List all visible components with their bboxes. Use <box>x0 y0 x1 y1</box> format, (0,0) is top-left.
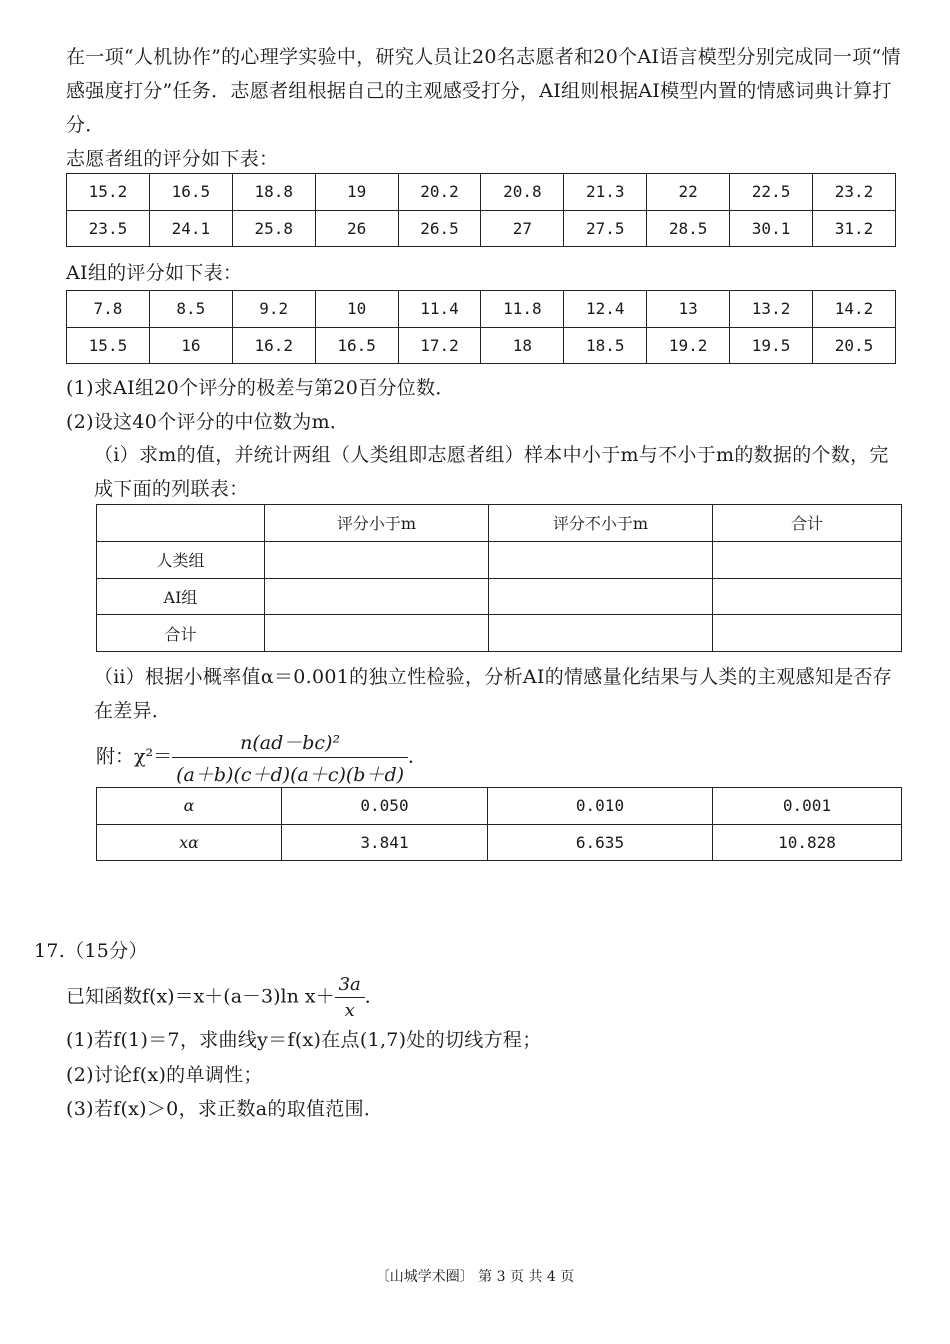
score-cell: 21.3 <box>564 174 647 211</box>
contingency-header-cell: 评分不小于m <box>489 505 713 542</box>
page-footer: 〔山城学术圈〕 第 3 页 共 4 页 <box>375 1269 575 1285</box>
score-cell: 30.1 <box>730 210 813 247</box>
score-cell: 7.8 <box>67 291 150 328</box>
contingency-row-label: 合计 <box>97 615 265 652</box>
score-cell: 20.2 <box>398 174 481 211</box>
contingency-row <box>97 578 902 615</box>
contingency-header-row <box>97 505 902 542</box>
score-cell: 16 <box>149 327 232 364</box>
contingency-table <box>96 504 902 652</box>
critical-value-cell: 6.635 <box>488 824 713 861</box>
contingency-blank-cell <box>265 541 489 578</box>
problem-17-stem <box>66 974 384 1021</box>
score-cell: 23.5 <box>67 210 150 247</box>
score-cell: 8.5 <box>149 291 232 328</box>
problem-17-q3: (3)若f(x)＞0，求正数a的取值范围． <box>66 1098 384 1120</box>
score-cell: 15.5 <box>67 327 150 364</box>
score-cell: 16.2 <box>232 327 315 364</box>
score-cell: 17.2 <box>398 327 481 364</box>
score-cell: 18.5 <box>564 327 647 364</box>
ai-row <box>67 291 896 328</box>
contingency-row <box>97 541 902 578</box>
contingency-blank-cell <box>713 615 902 652</box>
contingency-row <box>97 615 902 652</box>
chi-square-formula <box>96 728 427 787</box>
score-cell: 10 <box>315 291 398 328</box>
score-cell: 9.2 <box>232 291 315 328</box>
critical-value-cell: 0.001 <box>713 788 902 825</box>
critical-row-label: xα <box>97 824 282 861</box>
question-1: (1)求AI组20个评分的极差与第20百分位数． <box>66 377 455 399</box>
contingency-blank-cell <box>489 578 713 615</box>
question-2-ii: （ⅱ）根据小概率值α＝0.001的独立性检验，分析AI的情感量化结果与人类的主观感知是否存在差异． <box>94 666 893 722</box>
volunteer-scores-table <box>66 173 896 247</box>
critical-value-cell: 0.010 <box>488 788 713 825</box>
problem-17-q2: (2)讨论f(x)的单调性； <box>66 1064 263 1086</box>
question-2-i: （ⅰ）求m的值，并统计两组（人类组即志愿者组）样本中小于m与不小于m的数据的个数，完成下面的列联表： <box>94 444 889 500</box>
contingency-header-cell: 合计 <box>713 505 902 542</box>
score-cell: 20.5 <box>813 327 896 364</box>
stem-fraction-numerator: 3a <box>338 974 361 995</box>
critical-value-cell: 10.828 <box>713 824 902 861</box>
contingency-row-label: 人类组 <box>97 541 265 578</box>
formula-suffix: ． <box>408 745 428 768</box>
score-cell: 19.5 <box>730 327 813 364</box>
contingency-blank-cell <box>713 541 902 578</box>
score-cell: 31.2 <box>813 210 896 247</box>
score-cell: 14.2 <box>813 291 896 328</box>
x-alpha-row <box>97 824 902 861</box>
volunteer-row <box>67 210 896 247</box>
score-cell: 11.4 <box>398 291 481 328</box>
score-cell: 25.8 <box>232 210 315 247</box>
formula-fraction <box>172 728 408 787</box>
stem-fraction <box>335 974 365 1021</box>
ai-scores-table <box>66 290 896 364</box>
contingency-blank-cell <box>489 541 713 578</box>
contingency-blank-cell <box>265 578 489 615</box>
score-cell: 13 <box>647 291 730 328</box>
score-cell: 26 <box>315 210 398 247</box>
formula-numerator: n(ad－bc)² <box>240 732 341 754</box>
problem-17-heading: 17.（15分） <box>34 940 148 962</box>
contingency-row-label: AI组 <box>97 578 265 615</box>
formula-prefix: 附：χ²＝ <box>96 745 173 768</box>
score-cell: 27 <box>481 210 564 247</box>
stem-fraction-denominator: x <box>335 997 365 1021</box>
score-cell: 18.8 <box>232 174 315 211</box>
contingency-header-cell <box>97 505 265 542</box>
volunteer-table-label: 志愿者组的评分如下表： <box>66 148 279 170</box>
score-cell: 27.5 <box>564 210 647 247</box>
score-cell: 19 <box>315 174 398 211</box>
score-cell: 23.2 <box>813 174 896 211</box>
critical-value-cell: 0.050 <box>282 788 488 825</box>
critical-value-cell: 3.841 <box>282 824 488 861</box>
stem-prefix: 已知函数f(x)＝x＋(a－3)ln x＋ <box>66 985 335 1008</box>
ai-row <box>67 327 896 364</box>
score-cell: 16.5 <box>315 327 398 364</box>
critical-row-label: α <box>97 788 282 825</box>
score-cell: 12.4 <box>564 291 647 328</box>
problem-intro: 在一项“人机协作”的心理学实验中，研究人员让20名志愿者和20个AI语言模型分别完成同一项“情感强度打分”任务．志愿者组根据自己的主观感受打分，AI组则根据AI模型内置的情感词典计算打分． <box>66 46 901 136</box>
contingency-blank-cell <box>489 615 713 652</box>
score-cell: 19.2 <box>647 327 730 364</box>
score-cell: 20.8 <box>481 174 564 211</box>
score-cell: 16.5 <box>149 174 232 211</box>
score-cell: 26.5 <box>398 210 481 247</box>
score-cell: 11.8 <box>481 291 564 328</box>
question-2: (2)设这40个评分的中位数为m． <box>66 411 350 433</box>
score-cell: 24.1 <box>149 210 232 247</box>
contingency-blank-cell <box>265 615 489 652</box>
score-cell: 18 <box>481 327 564 364</box>
alpha-row <box>97 788 902 825</box>
contingency-header-cell: 评分小于m <box>265 505 489 542</box>
score-cell: 13.2 <box>730 291 813 328</box>
score-cell: 22.5 <box>730 174 813 211</box>
stem-suffix: ． <box>364 985 384 1008</box>
ai-table-label: AI组的评分如下表： <box>66 262 243 284</box>
formula-denominator: (a＋b)(c＋d)(a＋c)(b＋d) <box>172 757 408 787</box>
volunteer-row <box>67 174 896 211</box>
contingency-blank-cell <box>713 578 902 615</box>
score-cell: 15.2 <box>67 174 150 211</box>
score-cell: 22 <box>647 174 730 211</box>
score-cell: 28.5 <box>647 210 730 247</box>
critical-value-table <box>96 787 902 861</box>
problem-17-q1: (1)若f(1)＝7，求曲线y＝f(x)在点(1,7)处的切线方程； <box>66 1029 542 1051</box>
